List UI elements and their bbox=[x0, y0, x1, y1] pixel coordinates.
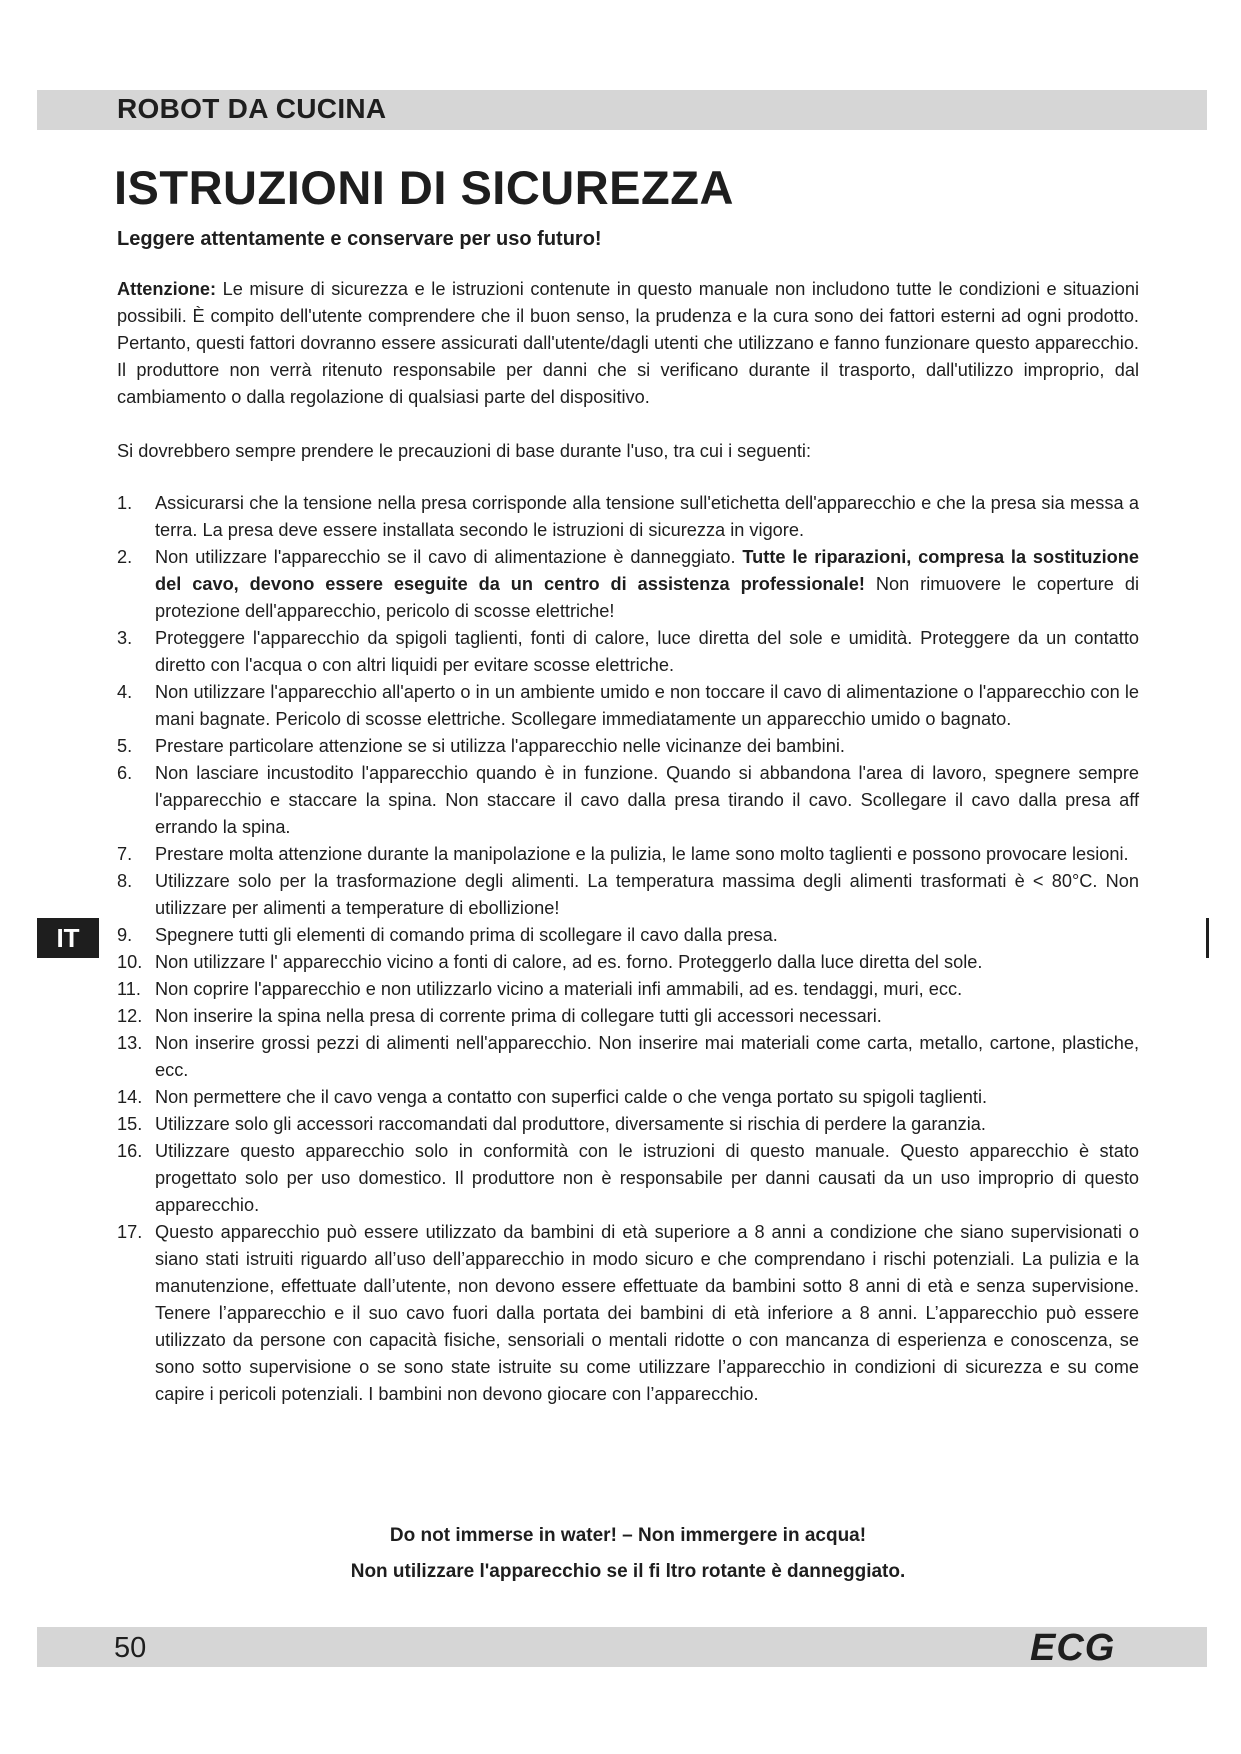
intro-label: Attenzione: bbox=[117, 279, 217, 299]
list-item bbox=[117, 841, 1139, 868]
filter-warning: Non utilizzare l'apparecchio se il fi ltro rotante è danneggiato. bbox=[350, 1561, 906, 1582]
safety-rules-list bbox=[117, 490, 1139, 1408]
subtitle: Leggere attentamente e conservare per uso futuro! bbox=[117, 228, 602, 250]
list-item-text: Spegnere tutti gli elementi di comando prima di scollegare il cavo dalla presa. bbox=[155, 925, 778, 945]
list-item bbox=[117, 1219, 1139, 1408]
list-item-number: 16. bbox=[117, 1141, 143, 1161]
list-item-number: 6. bbox=[117, 763, 133, 783]
list-item-text: Prestare molta attenzione durante la manipolazione e la pulizia, le lame sono molto taglienti e possono provocare lesioni. bbox=[155, 844, 1129, 864]
list-item-text: Non lasciare incustodito l'apparecchio quando è in funzione. Quando si abbandona l'area di lavoro, spegnere sempre l'apparecchio e staccare la spina. Non staccare il cavo dalla presa tirando il cavo. Scollegare il cavo dalla presa aff errando la spina. bbox=[155, 763, 1139, 837]
page-title: ISTRUZIONI DI SICUREZZA bbox=[114, 161, 734, 214]
list-item bbox=[117, 1030, 1139, 1084]
list-item-text: Non utilizzare l'apparecchio all'aperto o in un ambiente umido e non toccare il cavo di alimentazione o l'apparecchio con le mani bagnate. Pericolo di scosse elettriche. Scollegare immediatamente un apparecchio umido o bagnato. bbox=[155, 682, 1139, 729]
list-item-number: 10. bbox=[117, 952, 143, 972]
list-item bbox=[117, 1138, 1139, 1219]
list-item-number: 2. bbox=[117, 547, 133, 567]
list-item-text: Non utilizzare l' apparecchio vicino a fonti di calore, ad es. forno. Proteggerlo dalla luce diretta del sole. bbox=[155, 952, 983, 972]
list-item bbox=[117, 949, 1139, 976]
list-item bbox=[117, 490, 1139, 544]
intro-text: Le misure di sicurezza e le istruzioni contenute in questo manuale non includono tutte le condizioni e situazioni possibili. È compito dell'utente comprendere che il buon senso, la prudenza e la cura sono dei fattori esterni ad ogni prodotto. Pertanto, questi fattori dovranno essere assicurati dall'utente/dagli utenti che utilizzano e fanno funzionare questo apparecchio. Il produttore non verrà ritenuto responsabile per danni che si verificano durante il trasporto, dall'utilizzo improprio, dal cambiamento o dalla regolazione di qualsiasi parte del dispositivo. bbox=[117, 279, 1139, 407]
list-item bbox=[117, 922, 1139, 949]
list-item bbox=[117, 868, 1139, 922]
list-item-text: Non permettere che il cavo venga a contatto con superfici calde o che venga portato su spigoli taglienti. bbox=[155, 1087, 988, 1107]
list-item-text: Non utilizzare l'apparecchio se il cavo di alimentazione è danneggiato. bbox=[155, 547, 743, 567]
list-item-text: Utilizzare questo apparecchio solo in conformità con le istruzioni di questo manuale. Questo apparecchio è stato progettato solo per uso domestico. Il produttore non è responsabile per danni causati da un uso improprio di questo apparecchio. bbox=[155, 1141, 1139, 1215]
list-item-number: 13. bbox=[117, 1033, 143, 1053]
language-tab: IT bbox=[37, 918, 99, 958]
page-edge-mark bbox=[1206, 918, 1209, 958]
safety-content bbox=[117, 276, 1139, 1408]
list-item-number: 1. bbox=[117, 493, 133, 513]
list-item-text: Utilizzare solo per la trasformazione degli alimenti. La temperatura massima degli alimenti trasformati è < 80°C. Non utilizzare per alimenti a temperature di ebollizione! bbox=[155, 871, 1139, 918]
water-warning: Do not immerse in water! – Non immergere in acqua! bbox=[389, 1525, 867, 1546]
list-item bbox=[117, 625, 1139, 679]
list-item-number: 12. bbox=[117, 1006, 143, 1026]
list-item-text: Assicurarsi che la tensione nella presa corrisponde alla tensione sull'etichetta dell'apparecchio e che la presa sia messa a terra. La presa deve essere installata secondo le istruzioni di sicurezza in vigore. bbox=[155, 493, 1139, 540]
intro-paragraph bbox=[117, 276, 1139, 411]
list-item-number: 3. bbox=[117, 628, 133, 648]
list-item bbox=[117, 733, 1139, 760]
list-item-number: 17. bbox=[117, 1222, 143, 1242]
list-item-number: 7. bbox=[117, 844, 133, 864]
page-number: 50 bbox=[114, 1632, 147, 1664]
list-item-text: Non inserire grossi pezzi di alimenti nell'apparecchio. Non inserire mai materiali come carta, metallo, cartone, plastiche, ecc. bbox=[155, 1033, 1139, 1080]
list-item-number: 8. bbox=[117, 871, 133, 891]
list-item-text: Prestare particolare attenzione se si utilizza l'apparecchio nelle vicinanze dei bambini. bbox=[155, 736, 845, 756]
list-item-number: 9. bbox=[117, 925, 133, 945]
list-item bbox=[117, 544, 1139, 625]
list-item-text: Non rimuovere le coperture di protezione dell'apparecchio, pericolo di scosse elettriche! bbox=[155, 574, 1139, 621]
list-item bbox=[117, 679, 1139, 733]
list-item bbox=[117, 760, 1139, 841]
list-item-text: Non coprire l'apparecchio e non utilizzarlo vicino a materiali infi ammabili, ad es. tendaggi, muri, ecc. bbox=[155, 979, 963, 999]
list-item-number: 5. bbox=[117, 736, 133, 756]
section-title: ROBOT DA CUCINA bbox=[117, 93, 387, 124]
list-item bbox=[117, 1003, 1139, 1030]
brand-logo: ECG bbox=[1030, 1627, 1116, 1669]
list-item-text: Utilizzare solo gli accessori raccomandati dal produttore, diversamente si rischia di perdere la garanzia. bbox=[155, 1114, 986, 1134]
list-item-bold-text: Tutte le riparazioni, compresa la sostituzione del cavo, devono essere eseguite da un centro di assistenza professionale! bbox=[155, 547, 1139, 594]
list-item-number: 14. bbox=[117, 1087, 143, 1107]
list-item-number: 15. bbox=[117, 1114, 143, 1134]
list-item bbox=[117, 1084, 1139, 1111]
list-item bbox=[117, 976, 1139, 1003]
list-item-text: Non inserire la spina nella presa di corrente prima di collegare tutti gli accessori necessari. bbox=[155, 1006, 882, 1026]
list-item-text: Proteggere l'apparecchio da spigoli taglienti, fonti di calore, luce diretta del sole e umidità. Proteggere da un contatto diretto con l'acqua o con altri liquidi per evitare scosse elettriche. bbox=[155, 628, 1139, 675]
list-item-number: 4. bbox=[117, 682, 133, 702]
basic-precautions: Si dovrebbero sempre prendere le precauzioni di base durante l'uso, tra cui i seguenti: bbox=[117, 441, 811, 461]
list-item-text: Questo apparecchio può essere utilizzato da bambini di età superiore a 8 anni a condizione che siano supervisionati o siano stati istruiti riguardo all’uso dell’apparecchio in modo sicuro e che comprendano i rischi potenziali. La pulizia e la manutenzione, effettuate dall’utente, non devono essere effettuate da bambini sotto 8 anni di età e senza supervisione. Tenere l’apparecchio e il suo cavo fuori dalla portata dei bambini di età inferiore a 8 anni. L’apparecchio può essere utilizzato da persone con capacità fisiche, sensoriali o mentali ridotte o con mancanza di esperienza e conoscenza, se sono sotto supervisione o se sono state istruite su come utilizzare l’apparecchio in condizioni di sicurezza e su come capire i pericoli potenziali. I bambini non devono giocare con l’apparecchio. bbox=[155, 1222, 1139, 1404]
list-item bbox=[117, 1111, 1139, 1138]
list-item-number: 11. bbox=[117, 979, 141, 999]
